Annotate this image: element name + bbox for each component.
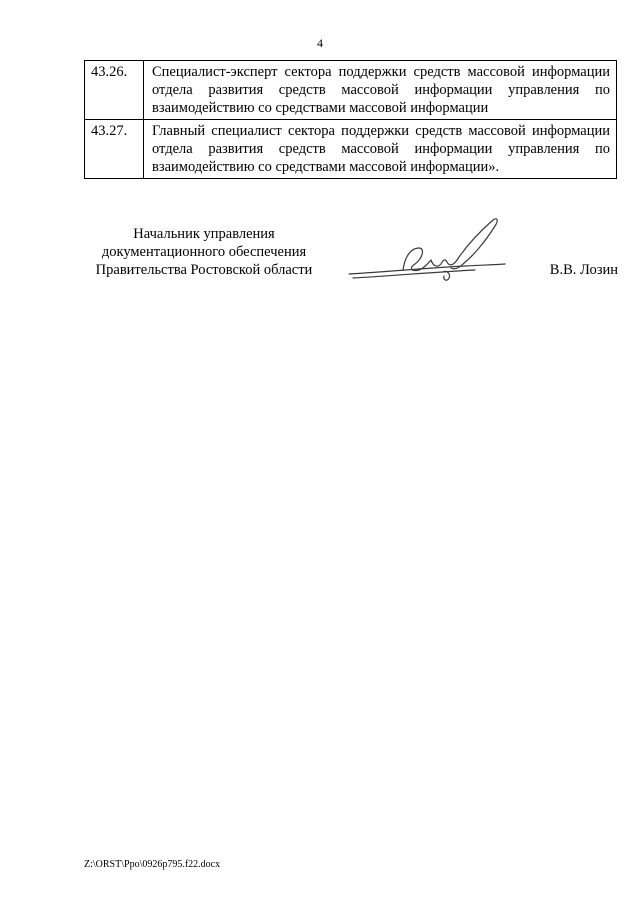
row-text: Специалист-эксперт сектора поддержки средств массовой информации отдела развития средств массовой информации управления по взаимодействию со средствами массовой информации — [144, 61, 617, 120]
table-row — [85, 61, 617, 120]
row-number: 43.26. — [85, 61, 144, 120]
signatory-position-line: Начальник управления — [133, 226, 275, 242]
positions-table — [84, 60, 617, 179]
signatory-position-line: документационного обеспечения — [101, 244, 307, 260]
handwritten-signature — [345, 212, 515, 292]
page-number: 4 — [317, 36, 323, 50]
row-text: Главный специалист сектора поддержки средств массовой информации отдела развития средств массовой информации управления по взаимодействию со средствами массовой информации». — [144, 120, 617, 179]
table-row — [85, 120, 617, 179]
signatory-position — [84, 225, 324, 279]
file-path: Z:\ORST\Ppo\0926p795.f22.docx — [84, 859, 221, 870]
row-number: 43.27. — [85, 120, 144, 179]
signatory-position-line: Правительства Ростовской области — [95, 262, 313, 278]
signer-name: В.В. Лозин — [549, 262, 618, 278]
